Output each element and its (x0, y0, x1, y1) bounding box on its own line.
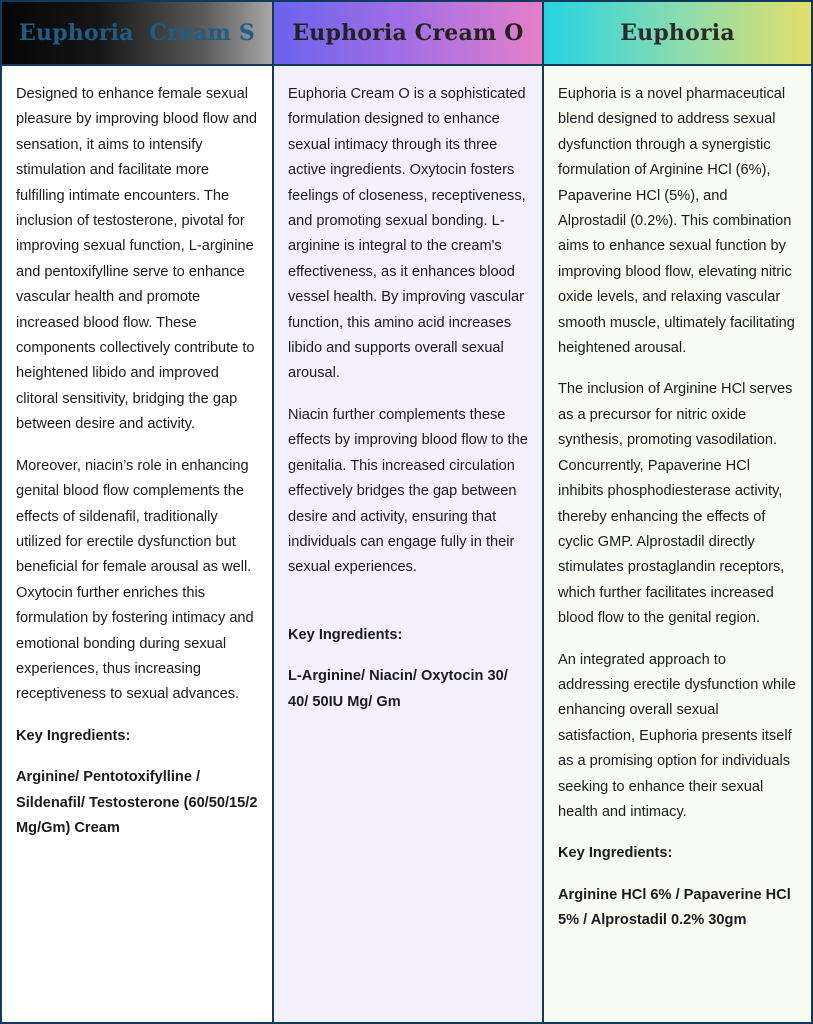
column-body-euphoria-cream-o (274, 66, 542, 1022)
description-paragraph: Designed to enhance female sexual pleasure by improving blood flow and sensation, it aims to intensify stimulation and facilitate more fulfilling intimate encounters. The inclusion of testosterone, pivotal for improving sexual function, L-arginine and pentoxifylline serve to enhance vascular health and promote increased blood flow. These components collectively contribute to heightened libido and improved clitoral sensitivity, bridging the gap between desire and activity. (16, 86, 257, 433)
key-ingredients-value: Arginine HCl 6% / Papaverine HCl 5% / Alprostadil 0.2% 30gm (558, 886, 791, 929)
description-paragraph: Euphoria is a novel pharmaceutical blend designed to address sexual dysfunction through a synergistic formulation of Arginine HCl (6%), Papaverine HCl (5%), and Alprostadil (0.2%). This combination aims to enhance sexual function by improving blood flow, elevating nitric oxide levels, and relaxing vascular smooth muscle, ultimately facilitating heightened arousal. (558, 86, 795, 357)
column-body-euphoria (544, 66, 811, 1022)
column-body-euphoria-cream-s (2, 66, 272, 1022)
column-header-euphoria-cream-o: Euphoria Cream O (274, 2, 542, 64)
description-paragraph: The inclusion of Arginine HCl serves as a precursor for nitric oxide synthesis, promoting vasodilation. Concurrently, Papaverine HCl inhibits phosphodiesterase activity, thereby enhancing the effects of cyclic GMP. Alprostadil directly stimulates prostaglandin receptors, which further facilitates increased blood flow to the genital region. (558, 381, 793, 627)
spacer (288, 597, 528, 621)
key-ingredients-label: Key Ingredients: (288, 626, 403, 643)
description-paragraph: An integrated approach to addressing erectile dysfunction while enhancing overall sexual satisfaction, Euphoria presents itself as a promising option for individuals seeking to enhance their sexual health and intimacy. (558, 651, 796, 820)
column-header-euphoria: Euphoria (544, 2, 811, 64)
description-paragraph: Moreover, niacin’s role in enhancing genital blood flow complements the effects of sildenafil, traditionally utilized for erectile dysfunction but beneficial for female arousal as well. Oxytocin further enriches this formulation by fostering intimacy and emotional bonding during sexual experiences, thus increasing receptiveness to sexual advances. (16, 457, 254, 703)
description-paragraph: Niacin further complements these effects by improving blood flow to the genitalia. This increased circulation effectively bridges the gap between desire and activity, ensuring that individuals can engage fully in their sexual experiences. (288, 406, 528, 576)
key-ingredients-value: Arginine/ Pentotoxifylline / Sildenafil/ Testosterone (60/50/15/2 Mg/Gm) Cream (16, 769, 258, 836)
key-ingredients-value: L-Arginine/ Niacin/ Oxytocin 30/ 40/ 50IU Mg/ Gm (288, 668, 508, 710)
key-ingredients-label: Key Ingredients: (16, 727, 131, 744)
column-header-euphoria-cream-s: Euphoria Cream S (2, 2, 272, 64)
description-paragraph: Euphoria Cream O is a sophisticated formulation designed to enhance sexual intimacy through its three active ingredients. Oxytocin fosters feelings of closeness, receptiveness, and promoting sexual bonding. L-arginine is integral to the cream's effectiveness, as it enhances blood vessel health. By improving vascular function, this amino acid increases libido and supports overall sexual arousal. (288, 86, 526, 382)
key-ingredients-label: Key Ingredients: (558, 845, 673, 862)
